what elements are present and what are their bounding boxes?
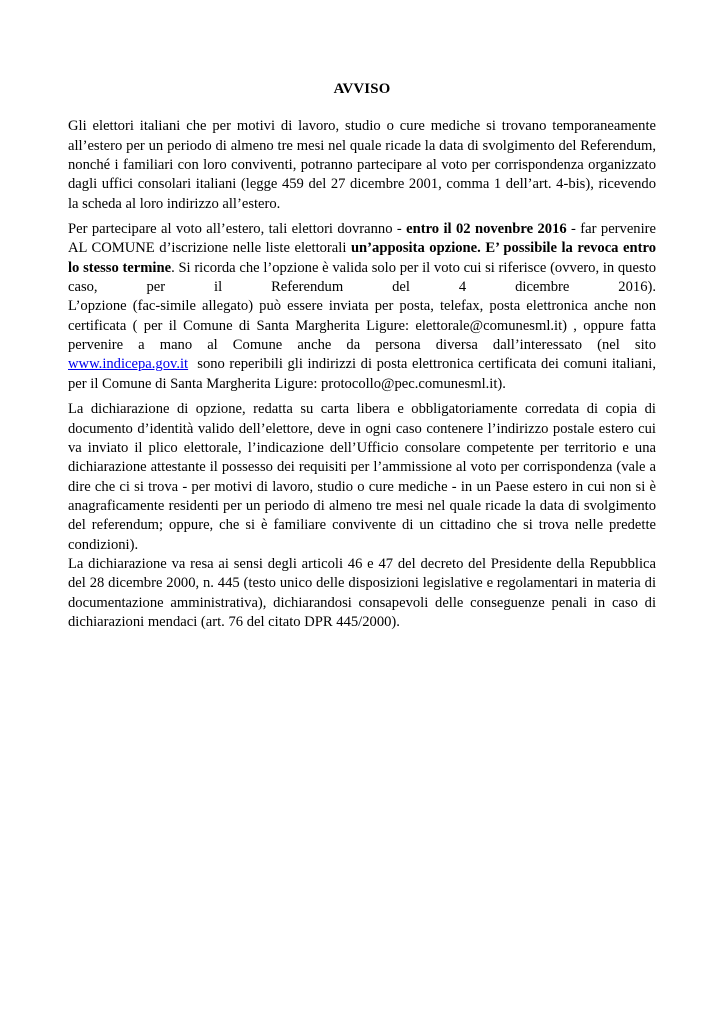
p2-option-bold: un’apposita opzione. E’ possibile la revoca entro lo stesso termine <box>68 240 656 276</box>
paragraph-declaration-contents: La dichiarazione di opzione, redatta su carta libera e obbligatoriamente corredata di copia di documento d’identità valido dell’elettore, deve in ogni caso contenere l’indirizzo postale estero cui va inviato il plico elettorale, l’indicazione dell’Ufficio consolare competente per territorio e una dichiarazione attestante il possesso dei requisiti per l’ammissione al voto per corrispondenza (vale a dire che ci si trova - per motivi di lavoro, studio o cure mediche - in un Paese estero in cui non si è anagraficamente residenti per un periodo di almeno tre mesi nel quale ricade la data di svolgimento del referendum; oppure, che si è familiare convivente di un cittadino che si trova nelle predette condizioni). <box>68 401 656 553</box>
page-title: AVVISO <box>333 81 391 97</box>
indicepa-link[interactable]: www.indicepa.gov.it <box>68 356 189 373</box>
paragraph-intro: Gli elettori italiani che per motivi di lavoro, studio o cure mediche si trovano temporaneamente all’estero per un periodo di almeno tre mesi nel quale ricade la data di svolgimento del Referendum, nonché i familiari con loro conviventi, potranno partecipare al voto per corrispondenza organizzato dagli uffici consolari italiani (legge 459 del 27 dicembre 2001, comma 1 dell’art. 4-bis), ricevendo la scheda al loro indirizzo all’estero. <box>68 118 656 212</box>
p2-text-1: Per partecipare al voto all’estero, tali elettori dovranno - <box>68 221 407 238</box>
p2-deadline-bold: entro il 02 novenbre 2016 <box>406 221 567 238</box>
paragraph-option-deadline <box>68 220 656 297</box>
paragraph-option-delivery <box>68 297 656 394</box>
paragraph-legal-basis: La dichiarazione va resa ai sensi degli articoli 46 e 47 del decreto del Presidente della Repubblica del 28 dicembre 2000, n. 445 (testo unico delle disposizioni legislative e regolamentari in materia di documentazione amministrativa), dichiarandosi consapevoli delle conseguenze penali in caso di dichiarazioni mendaci (art. 76 del citato DPR 445/2000). <box>68 555 656 630</box>
p2-text-3: . Si ricorda che l’opzione è valida solo per il voto cui si riferisce (ovvero, in questo caso, per il Referendum del 4 dicembre 2016). <box>68 259 656 296</box>
p2-text-2: - far pervenire AL COMUNE d’iscrizione nelle liste elettorali <box>68 221 656 257</box>
p2-text-4: L’opzione (fac-simile allegato) può essere inviata per posta, telefax, posta elettronica anche non certificata ( per il Comune di Santa Margherita Ligure: elettorale@comunesml.it) , oppure fatta pervenire a mano al Comune anche da persona diversa dall’interessato (nel sito <box>68 298 656 354</box>
p2-text-5: sono reperibili gli indirizzi di posta elettronica certificata dei comuni italiani, per il Comune di Santa Margherita Ligure: protocollo@pec.comunesml.it). <box>68 356 656 392</box>
